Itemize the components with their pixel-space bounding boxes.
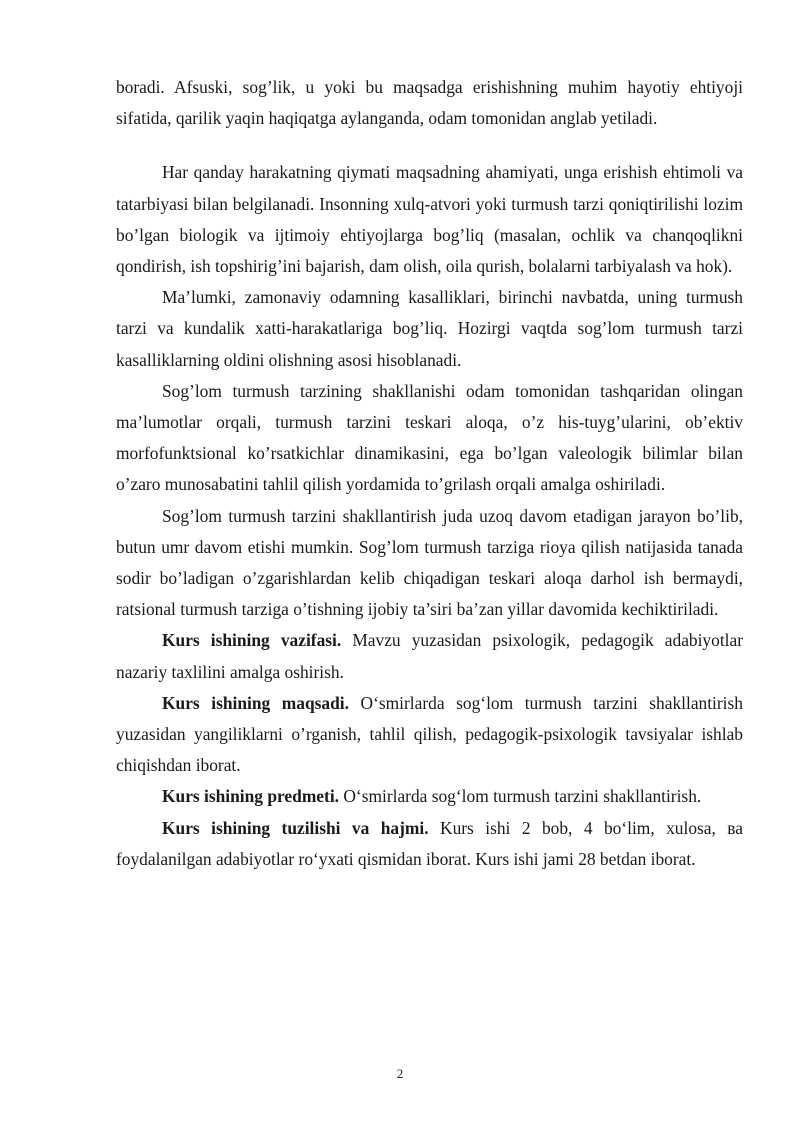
paragraph-text: Sog’lom turmush tarzining shakllanishi odam tomonidan tashqaridan olingan ma’lumotlar orqali, turmush tarzini teskari aloqa, o’z his-tuyg’ularini, ob’ektiv morfofunktsional ko’rsatkichlar dinamikasini, ega bo’lgan valeologik bilimlar bilan o’zaro munosabatini tahlil qilish yordamida to’grilash orqali amalga oshiriladi. — [116, 380, 743, 495]
paragraph-continuation — [116, 72, 743, 134]
paragraph-lead: Kurs ishining tuzilishi va hajmi. — [162, 817, 429, 838]
paragraph-lead: Kurs ishining maqsadi. — [162, 692, 349, 713]
paragraph-course-goal — [116, 688, 743, 782]
paragraph-course-structure — [116, 813, 743, 875]
paragraph-value-of-action — [116, 157, 743, 282]
paragraph-lifestyle-formation — [116, 376, 743, 501]
paragraph-modern-diseases — [116, 282, 743, 376]
paragraph-text: O‘smirlarda sog‘lom turmush tarzini shakllantirish yuzasidan yangiliklarni o’rganish, tahlil qilish, pedagogik-psixologik tavsiyalar ishlab chiqishdan iborat. — [116, 692, 743, 776]
document-page — [116, 72, 743, 875]
paragraph-text: Mavzu yuzasidan psixologik, pedagogik adabiyotlar nazariy taxlilini amalga oshirish. — [116, 630, 743, 682]
paragraph-course-subject — [116, 781, 743, 812]
page-number: 2 — [396, 1066, 404, 1081]
paragraph-long-process — [116, 501, 743, 626]
paragraph-course-task — [116, 625, 743, 687]
paragraph-text: boradi. Afsuski, sog’lik, u yoki bu maqsadga erishishning muhim hayotiy ehtiyoji sifatida, qarilik yaqin haqiqatga aylanganda, odam tomonidan anglab yetiladi. — [116, 77, 743, 129]
paragraph-text: Sog’lom turmush tarzini shakllantirish juda uzoq davom etadigan jarayon bo’lib, butun umr davom etishi mumkin. Sog’lom turmush tarziga rioya qilish natijasida tanada sodir bo’ladigan o’zgarishlardan kelib chiqadigan teskari aloqa darhol ish bermaydi, ratsional turmush tarziga o’tishning ijobiy ta’siri ba’zan yillar davomida kechiktiriladi. — [116, 505, 743, 620]
paragraph-lead: Kurs ishining predmeti. — [162, 786, 339, 807]
paragraph-text: Ma’lumki, zamonaviy odamning kasalliklari, birinchi navbatda, uning turmush tarzi va kundalik xatti-harakatlariga bog’liq. Hozirgi vaqtda sog’lom turmush tarzi kasalliklarning oldini olishning asosi hisoblanadi. — [116, 287, 743, 370]
paragraph-lead: Kurs ishining vazifasi. — [162, 630, 342, 651]
paragraph-text: O‘smirlarda sog‘lom turmush tarzini shakllantirish. — [339, 786, 702, 807]
paragraph-text: Kurs ishi 2 bob, 4 bo‘lim, xulosa, ва foydalanilgan adabiyotlar ro‘yxati qismidan iborat. Kurs ishi jami 28 betdan iborat. — [116, 817, 744, 869]
paragraph-gap — [116, 134, 743, 157]
paragraph-text: Har qanday harakatning qiymati maqsadning ahamiyati, unga erishish ehtimoli va tatarbiyasi bilan belgilanadi. Insonning xulq-atvori yoki turmush tarzi qoniqtirilishi lozim bo’lgan biologik va ijtimoiy ehtiyojlarga bog’liq (masalan, ochlik va chanqoqlikni qondirish, ish topshirig’ini bajarish, dam olish, oila qurish, bolalarni tarbiyalash va hok). — [116, 162, 743, 277]
